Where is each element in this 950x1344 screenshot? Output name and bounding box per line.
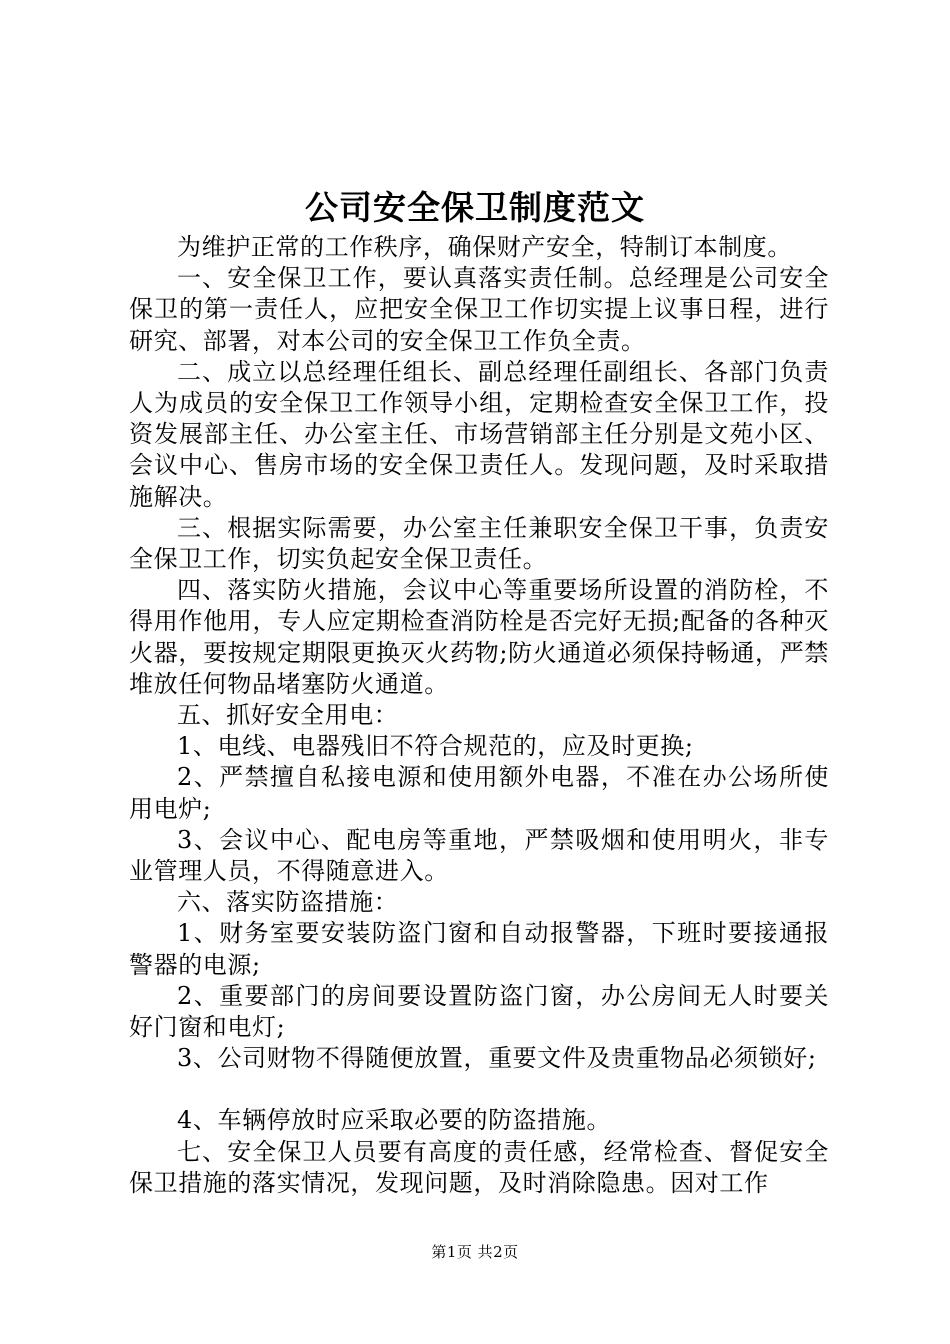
paragraph-intro: 为维护正常的工作秩序，确保财产安全，特制订本制度。: [177, 233, 792, 261]
paragraph-section-5-item-3: 3、会议中心、配电房等重地，严禁吸烟和使用明火，非专业管理人员，不得随意进入。: [129, 825, 829, 886]
paragraph-section-6-item-3: 3、公司财物不得随便放置，重要文件及贵重物品必须锁好;: [177, 1044, 817, 1073]
paragraph-section-6-item-2: 2、重要部门的房间要设置防盗门窗，办公房间无人时要关好门窗和电灯;: [129, 981, 829, 1042]
page-number-footer: 第1页 共2页: [431, 1243, 519, 1261]
paragraph-section-5-item-2: 2、严禁擅自私接电源和使用额外电器，不准在办公场所使用电炉;: [129, 763, 829, 823]
paragraph-section-6-heading: 六、落实防盗措施：: [177, 888, 399, 917]
paragraph-section-5-item-1: 1、电线、电器残旧不符合规范的，应及时更换;: [177, 732, 694, 761]
document-body: [129, 232, 829, 1199]
paragraph-section-3: 三、根据实际需要，办公室主任兼职安全保卫干事，负责安全保卫工作，切实负起安全保卫责任。: [129, 513, 829, 574]
paragraph-section-4: 四、落实防火措施，会议中心等重要场所设置的消防栓，不得用作他用，专人应定期检查消防栓是否完好无损;配备的各种灭火器，要按规定期限更换灭火药物;防火通道必须保持畅通，严禁堆放任何物品堵塞防火通道。: [129, 576, 829, 698]
paragraph-section-7: 七、安全保卫人员要有高度的责任感，经常检查、督促安全保卫措施的落实情况，发现问题，及时消除隐患。因对工作: [129, 1137, 829, 1197]
paragraph-section-5-heading: 五、抓好安全用电：: [177, 701, 399, 730]
paragraph-section-6-item-1: 1、财务室要安装防盗门窗和自动报警器，下班时要接通报警器的电源;: [129, 919, 829, 979]
document-title: 公司安全保卫制度范文: [305, 188, 645, 227]
paragraph-section-1: 一、安全保卫工作，要认真落实责任制。总经理是公司安全保卫的第一责任人，应把安全保卫工作切实提上议事日程，进行研究、部署，对本公司的安全保卫工作负全责。: [129, 264, 829, 355]
paragraph-section-6-item-4: 4、车辆停放时应采取必要的防盗措施。: [177, 1106, 612, 1135]
paragraph-section-2: 二、成立以总经理任组长、副总经理任副组长、各部门负责人为成员的安全保卫工作领导小组，定期检查安全保卫工作，投资发展部主任、办公室主任、市场营销部主任分别是文苑小区、会议中心、售房市场的安全保卫责任人。发现问题，及时采取措施解决。: [129, 357, 829, 511]
